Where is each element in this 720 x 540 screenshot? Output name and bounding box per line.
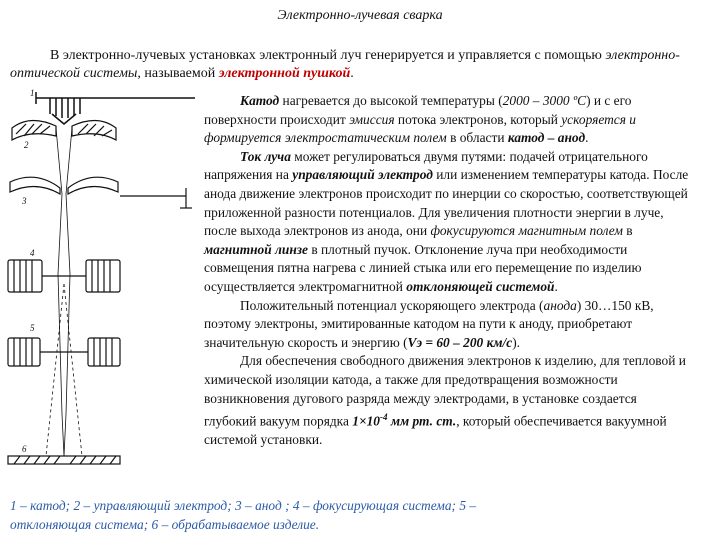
p3-text-e: ).: [512, 334, 521, 350]
body-text: [204, 92, 692, 450]
vacuum-unit: мм рт. ст.: [387, 413, 457, 429]
paragraph-vacuum: [204, 352, 692, 449]
p2-text-h: в плотный пучок. Отклонение луча при необходимости совмещения пятна нагрева с линией стыка или его перемещение по изделию осуществляется электромагнитной: [204, 241, 642, 294]
term-control-electrode: управляющий электрод: [292, 167, 433, 183]
label-4: 4: [30, 248, 35, 258]
focusing-coil-icon: [8, 260, 120, 292]
term-magnetic-focus: фокусируются магнитным полем: [430, 223, 623, 239]
intro-paragraph: [10, 47, 710, 83]
term-electrostatic: ускоряется и формируется электростатическим полем: [204, 111, 636, 146]
paragraph-cathode: [204, 92, 692, 148]
figure-caption: 1 – катод; 2 – управляющий электрод; 3 – анод ; 4 – фокусирующая система; 5 – отклоняющая система; 6 – обрабатываемое изделие.: [10, 498, 477, 532]
term-deflection-system: отклоняющей системой: [406, 278, 555, 294]
label-1: 1: [30, 88, 35, 98]
term-cathode: Катод: [240, 93, 280, 108]
p1-text-j: .: [585, 130, 589, 146]
workpiece-icon: [8, 456, 120, 464]
deflection-coil-icon: [8, 338, 120, 366]
vacuum-value: 1×10: [352, 413, 380, 429]
p2-text-b: может регулироваться двумя путями: подачей отрицательного напряжения на: [204, 148, 648, 183]
label-6: 6: [22, 444, 27, 454]
intro-text-1: В электронно-лучевых установках электронный луч генерируется и управляется с помощью: [50, 48, 602, 63]
intro-term-eos: электронно-оптической системы: [10, 48, 680, 81]
p2-text-d: или изменением температуры катода. После анода движение электронов происходит по инерции со скоростью, соответствующей приложенной разности потенциалов. Для увеличения плотности энергии в луче, после выхода электронов из анода, они: [204, 167, 689, 239]
p1-text-h: в области: [446, 130, 508, 146]
p2-text-j: .: [554, 278, 558, 294]
page-title: Электронно-лучевая сварка: [277, 8, 443, 23]
label-5: 5: [30, 323, 35, 333]
paragraph-beam-current: [204, 148, 692, 297]
term-beam-current: Ток луча: [240, 148, 291, 164]
intro-term-gun: электронной пушкой: [218, 66, 351, 81]
label-3: 3: [22, 196, 27, 206]
term-cathode-anode: катод – анод: [507, 130, 586, 146]
term-magnetic-lens: магнитной линзе: [204, 241, 308, 257]
anode-icon: [10, 177, 192, 208]
p1-text-f: потока электронов, который: [394, 111, 562, 127]
cathode-icon: [36, 92, 195, 124]
intro-text-3: , называемой: [137, 66, 219, 81]
p3-text-a: Положительный потенциал ускоряющего электрода (: [240, 297, 544, 313]
p1-text-d: ) и с его поверхности происходит: [204, 93, 632, 127]
paragraph-anode: [204, 297, 692, 353]
intro-text-5: .: [350, 66, 354, 81]
temperature-range: 2000 – 3000 ºС: [502, 93, 587, 108]
label-2: 2: [24, 140, 29, 150]
p2-text-f: в: [622, 223, 633, 239]
p4-text-e: , который обеспечивается вакуумной системой установки.: [204, 413, 667, 448]
velocity-range: Vэ = 60 – 200 км/с: [407, 334, 513, 350]
p3-text-c: ) 30…150 кВ, поэтому электроны, эмитированные катодом на пути к аноду, приобретают значительную скорость и энергию (: [204, 297, 654, 350]
p1-text-b: нагревается до высокой температуры (: [279, 93, 503, 108]
p4-text-a: Для обеспечения свободного движения электронов к изделию, для тепловой и химической изоляции катода, а также для предотвращения возможности возникновения дугового разряда между электродами, в установке создается глубокий вакуум порядка: [204, 353, 686, 429]
vacuum-exponent: -4: [380, 412, 388, 423]
term-emission: эмиссия: [349, 111, 395, 127]
electron-beam-icon: [46, 128, 82, 456]
term-anode: анода: [543, 297, 577, 313]
electron-gun-diagram: [0, 84, 200, 494]
